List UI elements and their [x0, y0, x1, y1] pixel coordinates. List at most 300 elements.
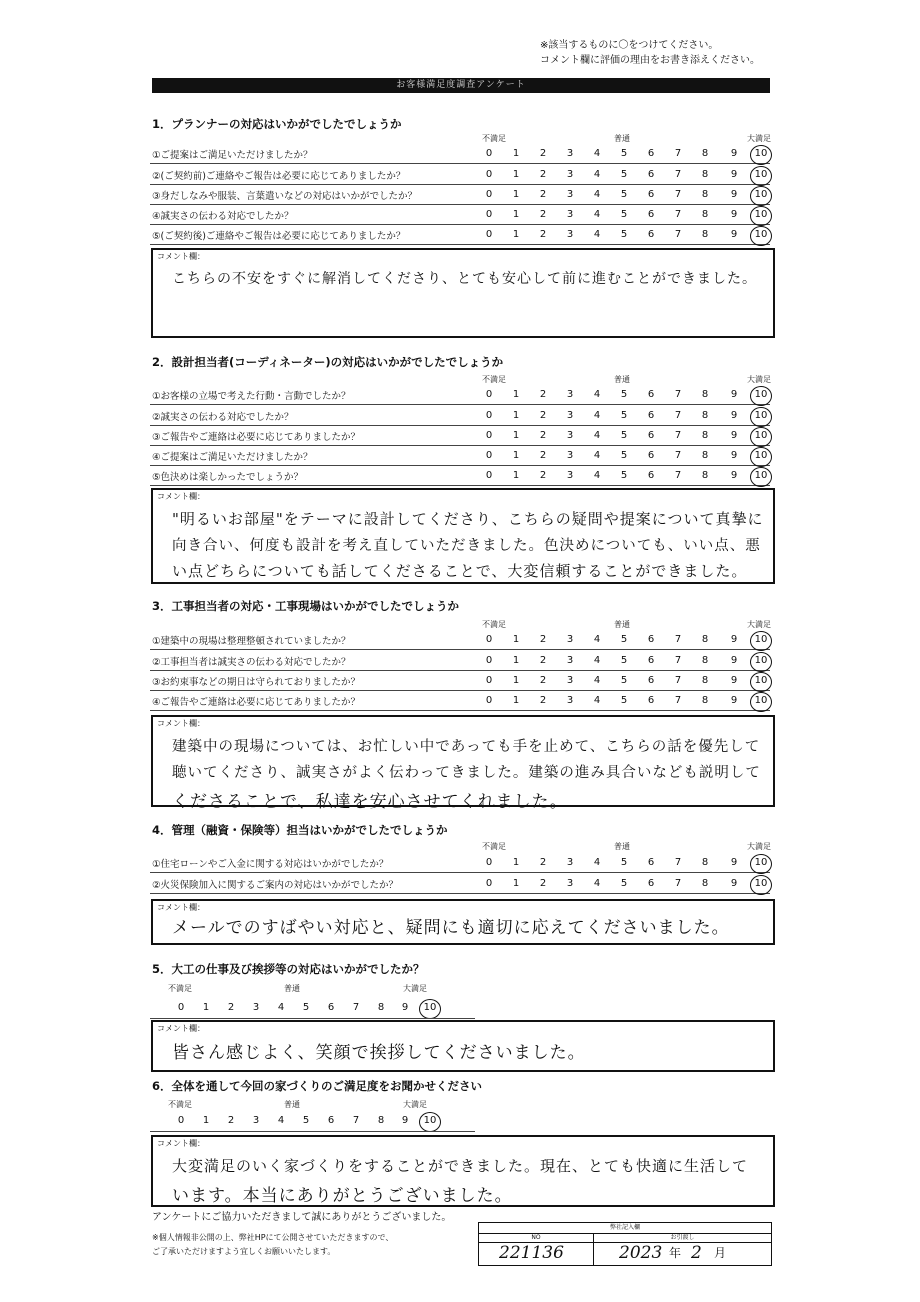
rating-option[interactable]: 10 [754, 229, 768, 240]
rating-option[interactable]: 0 [485, 450, 493, 461]
question-underline [150, 184, 770, 185]
rating-option[interactable]: 4 [593, 209, 601, 220]
rating-option[interactable]: 5 [620, 410, 628, 421]
question-underline [150, 465, 770, 466]
scale-label-low: 不満足 [168, 984, 192, 993]
rating-option[interactable]: 0 [485, 675, 493, 686]
question-text: ①お客様の立場で考えた行動・言動でしたか？ [152, 391, 351, 402]
rating-option[interactable]: 9 [401, 1115, 409, 1126]
comment-label: コメント欄： [157, 1024, 205, 1033]
rating-option[interactable]: 4 [593, 430, 601, 441]
rating-option[interactable]: 1 [512, 695, 520, 706]
rating-option[interactable]: 2 [539, 655, 547, 666]
rating-option[interactable]: 5 [620, 450, 628, 461]
comment-text: 向き合い、何度も設計を考え直していただきました。色決めについても、いい点、悪 [172, 538, 761, 554]
rating-option[interactable]: 6 [647, 209, 655, 220]
comment-text: メールでのすばやい対応と、疑問にも適切に応えてくださいました。 [172, 918, 730, 938]
survey-title-bar: お客様満足度調査アンケート [152, 78, 770, 93]
rating-option[interactable]: 6 [647, 450, 655, 461]
rating-option[interactable]: 8 [701, 410, 709, 421]
scale-label-low: 不満足 [482, 134, 506, 143]
rating-option[interactable]: 1 [512, 410, 520, 421]
selected-rating-circle [750, 467, 772, 487]
year-value: 2023 [619, 1243, 663, 1263]
rating-option[interactable]: 2 [227, 1115, 235, 1126]
rating-option[interactable]: 2 [227, 1002, 235, 1013]
rating-option[interactable]: 3 [566, 169, 574, 180]
question-text: ④ご報告やご連絡は必要に応じてありましたか？ [152, 697, 361, 708]
rating-option[interactable]: 4 [593, 410, 601, 421]
rating-option[interactable]: 0 [485, 655, 493, 666]
question-text: ②誠実さの伝わる対応でしたか？ [152, 412, 294, 423]
rating-option[interactable]: 6 [647, 470, 655, 481]
rating-option[interactable]: 7 [674, 148, 682, 159]
rating-option[interactable]: 3 [566, 655, 574, 666]
rating-option[interactable]: 5 [620, 389, 628, 400]
rating-option[interactable]: 3 [566, 634, 574, 645]
selected-rating-circle [750, 186, 772, 206]
rating-option[interactable]: 8 [701, 169, 709, 180]
selected-rating-circle [419, 999, 441, 1019]
rating-option[interactable]: 2 [539, 229, 547, 240]
rating-option[interactable]: 9 [730, 655, 738, 666]
rating-option[interactable]: 3 [566, 229, 574, 240]
rating-option[interactable]: 9 [730, 695, 738, 706]
rating-option[interactable]: 3 [252, 1002, 260, 1013]
comment-text: "明るいお部屋"をテーマに設計してくださり、こちらの疑問や提案について真摯に [172, 510, 764, 528]
question-text: ④誠実さの伝わる対応でしたか？ [152, 211, 294, 222]
rating-option[interactable]: 0 [485, 634, 493, 645]
rating-option[interactable]: 1 [512, 675, 520, 686]
rating-option[interactable]: 4 [277, 1002, 285, 1013]
selected-rating-circle [750, 407, 772, 427]
question-text: ①ご提案はご満足いただけましたか？ [152, 150, 313, 161]
rating-option[interactable]: 8 [701, 634, 709, 645]
rating-option[interactable]: 1 [512, 209, 520, 220]
scale-label-low: 不満足 [482, 842, 506, 851]
rating-option[interactable]: 8 [701, 209, 709, 220]
rating-option[interactable]: 8 [701, 878, 709, 889]
rating-option[interactable]: 9 [730, 878, 738, 889]
comment-text: こちらの不安をすぐに解消してくださり、とても安心して前に進むことができました。 [172, 271, 757, 287]
rating-option[interactable]: 7 [674, 209, 682, 220]
rating-option[interactable]: 4 [593, 878, 601, 889]
rating-option[interactable]: 10 [754, 857, 768, 868]
rating-option[interactable]: 9 [730, 634, 738, 645]
comment-label: コメント欄： [157, 719, 205, 728]
rating-option[interactable]: 1 [512, 634, 520, 645]
rating-option[interactable]: 5 [302, 1002, 310, 1013]
rating-option[interactable]: 10 [754, 430, 768, 441]
comment-text: くださることで、私達を安心させてくれました。 [172, 792, 568, 812]
rating-option[interactable]: 5 [620, 229, 628, 240]
rating-option[interactable]: 10 [754, 148, 768, 159]
rating-option[interactable]: 6 [647, 189, 655, 200]
rating-option[interactable]: 4 [593, 634, 601, 645]
rating-option[interactable]: 2 [539, 189, 547, 200]
scale-label-mid: 普通 [614, 620, 630, 629]
rating-option[interactable]: 2 [539, 857, 547, 868]
rating-option[interactable]: 3 [566, 695, 574, 706]
rating-option[interactable]: 7 [674, 410, 682, 421]
rating-option[interactable]: 9 [730, 410, 738, 421]
rating-option[interactable]: 10 [754, 169, 768, 180]
rating-option[interactable]: 6 [647, 878, 655, 889]
rating-option[interactable]: 3 [566, 410, 574, 421]
question-underline [150, 690, 770, 691]
scale-label-mid: 普通 [614, 134, 630, 143]
rating-option[interactable]: 10 [754, 189, 768, 200]
selected-rating-circle [750, 206, 772, 226]
rating-option[interactable]: 6 [647, 634, 655, 645]
rating-option[interactable]: 8 [701, 389, 709, 400]
rating-option[interactable]: 6 [647, 389, 655, 400]
rating-option[interactable]: 6 [647, 229, 655, 240]
selected-rating-circle [750, 386, 772, 406]
question-text: ①建築中の現場は整理整頓されていましたか？ [152, 636, 351, 647]
rating-option[interactable]: 2 [539, 169, 547, 180]
rating-option[interactable]: 9 [730, 389, 738, 400]
rating-option[interactable]: 9 [730, 169, 738, 180]
rating-option[interactable]: 5 [620, 655, 628, 666]
rating-option[interactable]: 0 [485, 695, 493, 706]
question-text: ②火災保険加入に関するご案内の対応はいかがでしたか？ [152, 880, 399, 891]
rating-option[interactable]: 7 [352, 1002, 360, 1013]
rating-option[interactable]: 2 [539, 410, 547, 421]
rating-option[interactable]: 9 [730, 675, 738, 686]
rating-option[interactable]: 9 [401, 1002, 409, 1013]
rating-option[interactable]: 4 [593, 450, 601, 461]
comment-text: い点どちらについても話してくださることで、大変信頼することができました。 [172, 562, 748, 580]
question-underline [150, 872, 770, 873]
comment-text: 建築中の現場については、お忙しい中であっても手を止めて、こちらの話を優先して [172, 739, 761, 755]
question-underline [150, 404, 770, 405]
comment-label: コメント欄： [157, 252, 205, 261]
rating-option[interactable]: 10 [754, 675, 768, 686]
question-underline [150, 244, 770, 245]
rating-option[interactable]: 1 [512, 857, 520, 868]
rating-option[interactable]: 3 [566, 189, 574, 200]
rating-option[interactable]: 2 [539, 209, 547, 220]
comment-text: 大変満足のいく家づくりをすることができました。現在、とても快適に生活して [172, 1157, 749, 1175]
rating-option[interactable]: 5 [620, 695, 628, 706]
rating-option[interactable]: 7 [674, 634, 682, 645]
scale-label-mid: 普通 [614, 375, 630, 384]
month-unit: 月 [714, 1246, 727, 1260]
rating-option[interactable]: 1 [512, 470, 520, 481]
selected-rating-circle [750, 166, 772, 186]
question-underline [150, 485, 770, 486]
question-underline [150, 670, 770, 671]
rating-option[interactable]: 5 [620, 169, 628, 180]
selected-rating-circle [750, 145, 772, 165]
rating-option[interactable]: 7 [674, 675, 682, 686]
rating-option[interactable]: 9 [730, 148, 738, 159]
rating-option[interactable]: 10 [754, 389, 768, 400]
rating-option[interactable]: 4 [593, 389, 601, 400]
rating-option[interactable]: 6 [647, 430, 655, 441]
selected-rating-circle [750, 692, 772, 712]
rating-option[interactable]: 3 [566, 430, 574, 441]
rating-option[interactable]: 3 [566, 878, 574, 889]
rating-option[interactable]: 5 [620, 878, 628, 889]
selected-rating-circle [750, 226, 772, 246]
rating-option[interactable]: 5 [620, 430, 628, 441]
rating-option[interactable]: 0 [485, 189, 493, 200]
rating-option[interactable]: 7 [674, 229, 682, 240]
rating-option[interactable]: 10 [754, 878, 768, 889]
rating-option[interactable]: 6 [647, 148, 655, 159]
rating-option[interactable]: 4 [593, 857, 601, 868]
rating-option[interactable]: 1 [512, 189, 520, 200]
rating-option[interactable]: 6 [647, 695, 655, 706]
rating-option[interactable]: 8 [377, 1002, 385, 1013]
rating-option[interactable]: 3 [566, 148, 574, 159]
scale-label-low: 不満足 [482, 620, 506, 629]
rating-option[interactable]: 6 [647, 675, 655, 686]
rating-option[interactable]: 0 [177, 1115, 185, 1126]
rating-option[interactable]: 8 [701, 189, 709, 200]
question-text: ①住宅ローンやご入金に関する対応はいかがでしたか？ [152, 859, 389, 870]
section-title: 6．全体を通して今回の家づくりのご満足度をお聞かせください [152, 1079, 482, 1093]
rating-option[interactable]: 5 [620, 634, 628, 645]
rating-option[interactable]: 4 [593, 169, 601, 180]
rating-option[interactable]: 10 [754, 634, 768, 645]
selected-rating-circle [750, 652, 772, 672]
rating-option[interactable]: 2 [539, 148, 547, 159]
rating-option[interactable]: 1 [512, 878, 520, 889]
office-use-table [478, 1222, 772, 1266]
rating-option[interactable]: 0 [485, 169, 493, 180]
question-underline [150, 710, 770, 711]
no-value: 221136 [499, 1243, 564, 1263]
rating-option[interactable]: 9 [730, 450, 738, 461]
comment-text: 皆さん感じよく、笑顔で挨拶してくださいました。 [172, 1043, 586, 1063]
rating-option[interactable]: 8 [701, 430, 709, 441]
question-underline [150, 425, 770, 426]
rating-option[interactable]: 0 [485, 209, 493, 220]
scale-label-high: 大満足 [403, 1100, 427, 1109]
question-text: ④ご提案はご満足いただけましたか？ [152, 452, 313, 463]
rating-option[interactable]: 5 [620, 675, 628, 686]
instruction-2: コメント欄に評価の理由をお書き添えください。 [540, 55, 760, 66]
footer-thanks: アンケートにご協力いただきまして誠にありがとうございました。 [152, 1212, 452, 1223]
question-underline [150, 224, 770, 225]
rating-option[interactable]: 1 [512, 169, 520, 180]
rating-option[interactable]: 2 [539, 878, 547, 889]
rating-option[interactable]: 0 [485, 410, 493, 421]
section-title: 2．設計担当者(コーディネーター)の対応はいかがでしたでしょうか [152, 355, 504, 369]
rating-option[interactable]: 5 [620, 470, 628, 481]
rating-option[interactable]: 7 [674, 655, 682, 666]
rating-option[interactable]: 3 [566, 389, 574, 400]
rating-option[interactable]: 4 [277, 1115, 285, 1126]
scale-label-low: 不満足 [482, 375, 506, 384]
rating-option[interactable]: 3 [252, 1115, 260, 1126]
rating-option[interactable]: 6 [647, 410, 655, 421]
rating-option[interactable]: 4 [593, 189, 601, 200]
rating-option[interactable]: 3 [566, 209, 574, 220]
rating-option[interactable]: 1 [512, 450, 520, 461]
rating-option[interactable]: 9 [730, 209, 738, 220]
year-unit: 年 [669, 1246, 682, 1260]
rating-option[interactable]: 8 [701, 470, 709, 481]
rating-option[interactable]: 8 [701, 655, 709, 666]
scale-label-high: 大満足 [747, 134, 771, 143]
rating-option[interactable]: 10 [423, 1115, 437, 1126]
rating-option[interactable]: 6 [647, 655, 655, 666]
rating-option[interactable]: 8 [701, 450, 709, 461]
rating-option[interactable]: 8 [701, 695, 709, 706]
rating-option[interactable]: 10 [754, 450, 768, 461]
rating-option[interactable]: 0 [485, 430, 493, 441]
rating-option[interactable]: 7 [674, 189, 682, 200]
rating-option[interactable]: 5 [302, 1115, 310, 1126]
rating-option[interactable]: 0 [485, 148, 493, 159]
no-label: NO [479, 1233, 594, 1243]
rating-option[interactable]: 10 [754, 470, 768, 481]
comment-box[interactable] [151, 248, 775, 338]
rating-option[interactable]: 7 [674, 878, 682, 889]
scale-label-low: 不満足 [168, 1100, 192, 1109]
rating-option[interactable]: 7 [674, 470, 682, 481]
rating-option[interactable]: 10 [423, 1002, 437, 1013]
question-underline [150, 649, 770, 650]
rating-option[interactable]: 10 [754, 695, 768, 706]
selected-rating-circle [750, 447, 772, 467]
rating-option[interactable]: 10 [754, 410, 768, 421]
rating-option[interactable]: 5 [620, 189, 628, 200]
rating-option[interactable]: 4 [593, 695, 601, 706]
rating-option[interactable]: 6 [327, 1002, 335, 1013]
rating-option[interactable]: 7 [674, 857, 682, 868]
selected-rating-circle [750, 631, 772, 651]
rating-option[interactable]: 10 [754, 209, 768, 220]
rating-option[interactable]: 4 [593, 229, 601, 240]
scale-label-high: 大満足 [747, 375, 771, 384]
rating-option[interactable]: 3 [566, 857, 574, 868]
rating-option[interactable]: 1 [512, 229, 520, 240]
rating-option[interactable]: 1 [512, 148, 520, 159]
section-title: 1．プランナーの対応はいかがでしたでしょうか [152, 117, 402, 131]
rating-option[interactable]: 0 [485, 229, 493, 240]
rating-option[interactable]: 8 [701, 148, 709, 159]
question-underline [150, 893, 770, 894]
rating-option[interactable]: 7 [674, 389, 682, 400]
rating-option[interactable]: 8 [701, 857, 709, 868]
handover-label: お引渡し [594, 1233, 771, 1243]
rating-option[interactable]: 4 [593, 148, 601, 159]
rating-option[interactable]: 3 [566, 450, 574, 461]
rating-option[interactable]: 1 [202, 1115, 210, 1126]
section-title: 4．管理（融資・保険等）担当はいかがでしたでしょうか [152, 823, 448, 837]
comment-text: 聴いてくださり、誠実さがよく伝わってきました。建築の進み具合いなども説明して [172, 765, 761, 781]
rating-option[interactable]: 4 [593, 655, 601, 666]
rating-option[interactable]: 7 [352, 1115, 360, 1126]
rating-option[interactable]: 1 [512, 430, 520, 441]
rating-option[interactable]: 1 [202, 1002, 210, 1013]
selected-rating-circle [419, 1112, 441, 1132]
rating-option[interactable]: 4 [593, 675, 601, 686]
selected-rating-circle [750, 672, 772, 692]
rating-option[interactable]: 7 [674, 695, 682, 706]
comment-label: コメント欄： [157, 903, 205, 912]
question-underline [150, 204, 770, 205]
question-underline [150, 163, 770, 164]
scale-label-high: 大満足 [747, 842, 771, 851]
scale-label-mid: 普通 [614, 842, 630, 851]
footer-privacy-2: ご了承いただけますよう宜しくお願いいたします。 [152, 1247, 336, 1256]
rating-option[interactable]: 0 [485, 857, 493, 868]
rating-option[interactable]: 6 [647, 857, 655, 868]
question-text: ③お約束事などの期日は守られておりましたか？ [152, 677, 361, 688]
rating-option[interactable]: 9 [730, 470, 738, 481]
rating-option[interactable]: 6 [327, 1115, 335, 1126]
rating-option[interactable]: 7 [674, 430, 682, 441]
rating-option[interactable]: 8 [701, 675, 709, 686]
rating-option[interactable]: 8 [701, 229, 709, 240]
selected-rating-circle [750, 427, 772, 447]
rating-option[interactable]: 5 [620, 857, 628, 868]
rating-option[interactable]: 2 [539, 389, 547, 400]
rating-option[interactable]: 5 [620, 148, 628, 159]
question-text: ②工事担当者は誠実さの伝わる対応でしたか？ [152, 657, 351, 668]
rating-option[interactable]: 7 [674, 169, 682, 180]
rating-option[interactable]: 7 [674, 450, 682, 461]
comment-label: コメント欄： [157, 1139, 205, 1148]
scale-label-high: 大満足 [747, 620, 771, 629]
rating-option[interactable]: 9 [730, 857, 738, 868]
question-text: ⑤色決めは楽しかったでしょうか？ [152, 472, 304, 483]
question-text: ③身だしなみや服装、言葉遣いなどの対応はいかがでしたか？ [152, 191, 418, 202]
rating-option[interactable]: 9 [730, 189, 738, 200]
rating-option[interactable]: 0 [177, 1002, 185, 1013]
rating-option[interactable]: 0 [485, 470, 493, 481]
question-text: ⑤(ご契約後)ご連絡やご報告は必要に応じてありましたか？ [152, 231, 406, 242]
rating-option[interactable]: 9 [730, 430, 738, 441]
rating-option[interactable]: 2 [539, 634, 547, 645]
section-title: 5．大工の仕事及び挨拶等の対応はいかがでしたか？ [152, 962, 425, 976]
rating-option[interactable]: 10 [754, 655, 768, 666]
scale-label-mid: 普通 [284, 984, 300, 993]
rating-option[interactable]: 2 [539, 430, 547, 441]
rating-option[interactable]: 0 [485, 878, 493, 889]
rating-option[interactable]: 2 [539, 470, 547, 481]
comment-label: コメント欄： [157, 492, 205, 501]
rating-option[interactable]: 6 [647, 169, 655, 180]
rating-option[interactable]: 5 [620, 209, 628, 220]
rating-option[interactable]: 2 [539, 450, 547, 461]
rating-option[interactable]: 1 [512, 655, 520, 666]
question-text: ②(ご契約前)ご連絡やご報告は必要に応じてありましたか？ [152, 171, 406, 182]
rating-option[interactable]: 8 [377, 1115, 385, 1126]
rating-option[interactable]: 4 [593, 470, 601, 481]
selected-rating-circle [750, 875, 772, 895]
rating-option[interactable]: 2 [539, 675, 547, 686]
comment-text: います。本当にありがとうございました。 [172, 1186, 513, 1206]
rating-option[interactable]: 3 [566, 675, 574, 686]
rating-option[interactable]: 0 [485, 389, 493, 400]
rating-option[interactable]: 1 [512, 389, 520, 400]
rating-option[interactable]: 2 [539, 695, 547, 706]
selected-rating-circle [750, 854, 772, 874]
rating-option[interactable]: 3 [566, 470, 574, 481]
instruction-1: ※該当するものに〇をつけてください。 [540, 40, 719, 51]
question-underline [150, 445, 770, 446]
rating-underline [150, 1018, 475, 1019]
section-title: 3．工事担当者の対応・工事現場はいかがでしたでしょうか [152, 599, 459, 613]
rating-option[interactable]: 9 [730, 229, 738, 240]
